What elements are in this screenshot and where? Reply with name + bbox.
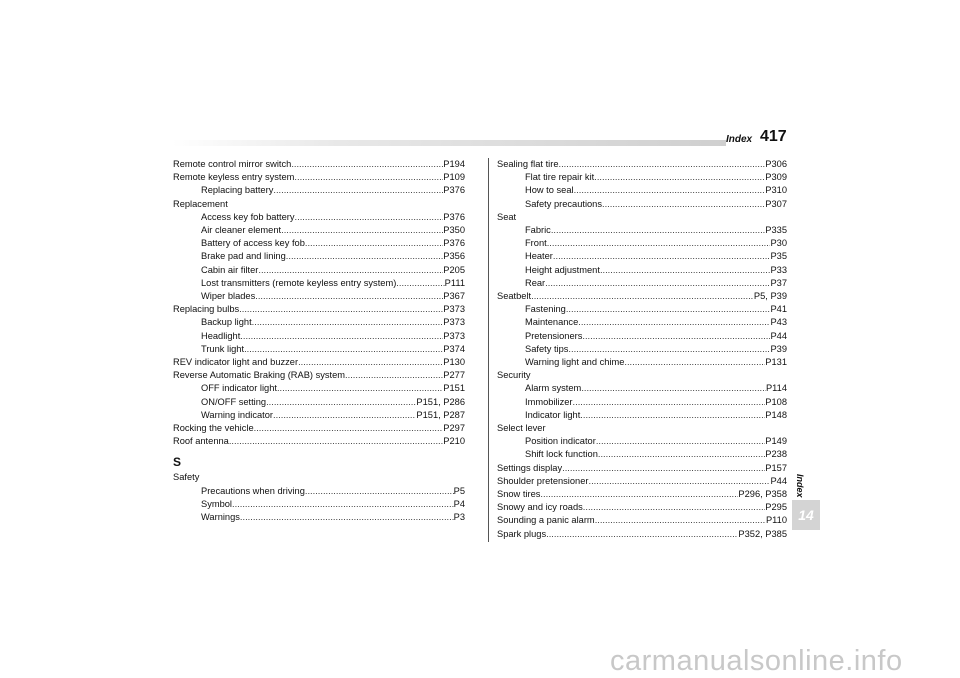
entry-term: Sealing flat tire [497, 159, 559, 169]
chapter-tab[interactable] [792, 500, 820, 530]
index-entry[interactable] [173, 435, 465, 448]
entry-page-ref[interactable]: P114 [765, 383, 787, 394]
entry-page-ref[interactable]: P376 [443, 185, 465, 196]
entry-term: Reverse Automatic Braking (RAB) system [173, 370, 346, 381]
entry-page-ref[interactable]: P108 [765, 396, 787, 407]
entry-term: How to seal [525, 185, 574, 196]
column-divider [488, 158, 489, 542]
index-subentry[interactable] [497, 330, 787, 343]
dot-leader [396, 277, 444, 290]
entry-page-ref[interactable]: P43 [770, 317, 787, 328]
entry-page-ref[interactable]: P30 [770, 238, 787, 249]
index-subentry[interactable] [497, 250, 787, 263]
dot-leader [596, 435, 765, 448]
index-subentry[interactable] [497, 198, 787, 211]
entry-page-ref[interactable]: P205 [443, 264, 465, 275]
index-subentry[interactable] [497, 396, 787, 409]
entry-term: Snowy and icy roads [497, 502, 583, 513]
entry-page-ref[interactable]: P149 [765, 436, 787, 447]
watermark: carmanualsonline.info [610, 645, 903, 677]
dot-leader [281, 224, 443, 237]
entry-term: OFF indicator light [201, 383, 277, 394]
entry-term: Front [525, 238, 547, 249]
index-entry[interactable] [497, 158, 787, 171]
entry-term: Remote keyless entry system [173, 172, 295, 183]
index-heading: Security [497, 370, 531, 381]
entry-page-ref[interactable]: P41 [770, 304, 787, 315]
index-subentry[interactable] [497, 224, 787, 237]
entry-term: Backup light [201, 317, 252, 328]
index-entry[interactable] [497, 290, 787, 303]
dot-leader [598, 448, 765, 461]
dot-leader [291, 158, 443, 171]
entry-term: Heater [525, 251, 553, 262]
dot-leader [595, 514, 766, 527]
index-entry[interactable] [497, 462, 787, 475]
dot-leader [295, 211, 444, 224]
index-subentry[interactable] [173, 224, 465, 237]
entry-page-ref[interactable]: P350 [443, 225, 465, 236]
entry-term: Position indicator [525, 436, 596, 447]
entry-page-ref[interactable]: P148 [765, 409, 787, 420]
entry-term: Sounding a panic alarm [497, 515, 595, 526]
index-subentry[interactable] [173, 485, 465, 498]
entry-term: Battery of access key fob [201, 238, 305, 249]
dot-leader [624, 356, 765, 369]
dot-leader [545, 277, 770, 290]
index-entry[interactable] [173, 422, 465, 435]
entry-term: REV indicator light and buzzer [173, 357, 299, 368]
side-section-label: Index [795, 474, 805, 498]
entry-term: Safety precautions [525, 198, 603, 209]
dot-leader [305, 237, 443, 250]
index-entry[interactable] [497, 528, 787, 541]
index-subentry[interactable] [497, 409, 787, 422]
dot-leader [229, 435, 443, 448]
page-number: 417 [760, 128, 787, 145]
entry-page-ref[interactable]: P335 [765, 225, 787, 236]
dot-leader [546, 528, 738, 541]
index-subentry[interactable] [173, 237, 465, 250]
index-subentry[interactable] [173, 290, 465, 303]
entry-term: Safety tips [525, 343, 569, 354]
index-subentry[interactable] [173, 264, 465, 277]
dot-leader [258, 264, 443, 277]
dot-leader [580, 409, 765, 422]
dot-leader [298, 356, 443, 369]
entry-page-ref[interactable]: P367 [443, 291, 465, 302]
dot-leader [255, 290, 443, 303]
entry-term: Maintenance [525, 317, 579, 328]
entry-term: Snow tires [497, 489, 541, 500]
entry-page-ref[interactable]: P151, P286 [416, 396, 465, 407]
entry-page-ref[interactable]: P44 [770, 330, 787, 341]
entry-page-ref[interactable]: P277 [443, 370, 465, 381]
entry-term: Shift lock function [525, 449, 598, 460]
dot-leader [574, 184, 766, 197]
dot-leader [266, 396, 416, 409]
entry-term: Warning indicator [201, 409, 273, 420]
entry-page-ref[interactable]: P373 [443, 330, 465, 341]
dot-leader [345, 369, 443, 382]
dot-leader [286, 250, 444, 263]
dot-leader [547, 237, 771, 250]
entry-page-ref[interactable]: P297 [443, 423, 465, 434]
entry-page-ref[interactable]: P110 [765, 515, 787, 526]
dot-leader [562, 462, 765, 475]
dot-leader [578, 316, 770, 329]
entry-term: Headlight [201, 330, 241, 341]
dot-leader [553, 250, 771, 263]
index-entry[interactable] [173, 303, 465, 316]
entry-term: Height adjustment [525, 264, 600, 275]
entry-page-ref[interactable]: P309 [765, 172, 787, 183]
entry-page-ref[interactable]: P373 [443, 304, 465, 315]
entry-page-ref[interactable]: P131 [765, 357, 787, 368]
entry-page-ref[interactable]: P39 [770, 343, 787, 354]
entry-term: Roof antenna [173, 436, 229, 447]
dot-leader [588, 475, 770, 488]
index-subentry[interactable] [173, 382, 465, 395]
entry-term: Warnings [201, 512, 240, 523]
entry-page-ref[interactable]: P4 [453, 498, 465, 509]
entry-page-ref[interactable]: P130 [443, 357, 465, 368]
dot-leader [581, 382, 766, 395]
index-entry[interactable] [173, 171, 465, 184]
index-entry[interactable] [497, 501, 787, 514]
index-subentry[interactable] [497, 448, 787, 461]
index-subentry[interactable] [173, 498, 465, 511]
entry-term: Precautions when driving [201, 485, 305, 496]
entry-term: Alarm system [525, 383, 582, 394]
index-entry[interactable] [497, 488, 787, 501]
dot-leader [540, 488, 738, 501]
index-subentry[interactable] [497, 184, 787, 197]
index-subentry[interactable] [173, 277, 465, 290]
entry-page-ref[interactable]: P157 [765, 462, 787, 473]
index-subentry[interactable] [497, 303, 787, 316]
entry-term: Brake pad and lining [201, 251, 286, 262]
dot-leader [582, 330, 770, 343]
dot-leader [594, 171, 765, 184]
index-entry[interactable] [497, 514, 787, 527]
entry-term: Cabin air filter [201, 264, 259, 275]
dot-leader [277, 382, 443, 395]
entry-page-ref[interactable]: P210 [443, 436, 465, 447]
entry-term: Wiper blades [201, 291, 256, 302]
dot-leader [254, 422, 444, 435]
entry-page-ref[interactable]: P3 [453, 512, 465, 523]
entry-term: Shoulder pretensioner [497, 475, 589, 486]
index-column-left [173, 158, 465, 524]
index-subentry[interactable] [497, 356, 787, 369]
entry-term: Rear [525, 277, 546, 288]
dot-leader [239, 303, 443, 316]
index-subentry[interactable] [173, 250, 465, 263]
entry-term: Spark plugs [497, 528, 547, 539]
index-subentry[interactable] [497, 237, 787, 250]
dot-leader [232, 498, 454, 511]
entry-term: Fabric [525, 225, 551, 236]
index-subentry[interactable] [173, 316, 465, 329]
entry-term: Remote control mirror switch [173, 159, 292, 169]
entry-page-ref[interactable]: P295 [765, 502, 787, 513]
chapter-tab-number: 14 [798, 507, 814, 523]
index-subentry[interactable] [497, 382, 787, 395]
dot-leader [244, 343, 443, 356]
index-entry[interactable] [173, 158, 465, 171]
entry-page-ref[interactable]: P151 [443, 383, 465, 394]
index-heading: Replacement [173, 198, 228, 209]
dot-leader [273, 184, 443, 197]
entry-term: Replacing bulbs [173, 304, 240, 315]
index-heading: Safety [173, 472, 200, 483]
entry-page-ref[interactable]: P5, P39 [753, 291, 787, 302]
dot-leader [240, 511, 454, 524]
dot-leader [559, 158, 766, 171]
index-subentry[interactable] [497, 277, 787, 290]
entry-term: Access key fob battery [201, 211, 295, 222]
index-subentry[interactable] [173, 330, 465, 343]
index-subentry[interactable] [173, 396, 465, 409]
dot-leader [294, 171, 443, 184]
dot-leader [600, 264, 771, 277]
entry-page-ref[interactable]: P352, P385 [738, 528, 787, 539]
entry-page-ref[interactable]: P44 [770, 475, 787, 486]
index-subentry[interactable] [497, 343, 787, 356]
entry-page-ref[interactable]: P307 [765, 198, 787, 209]
entry-page-ref[interactable]: P194 [443, 159, 465, 169]
index-subentry[interactable] [497, 171, 787, 184]
entry-page-ref[interactable]: P151, P287 [416, 409, 465, 420]
index-heading: Select lever [497, 423, 546, 434]
index-subentry[interactable] [173, 511, 465, 524]
dot-leader [240, 330, 443, 343]
entry-page-ref[interactable]: P306 [765, 159, 787, 169]
dot-leader [602, 198, 765, 211]
entry-term: Flat tire repair kit [525, 172, 595, 183]
entry-term: Air cleaner element [201, 225, 282, 236]
entry-term: Fastening [525, 304, 566, 315]
index-column-right [497, 158, 787, 541]
entry-term: Indicator light [525, 409, 581, 420]
entry-page-ref[interactable]: P35 [770, 251, 787, 262]
entry-page-ref[interactable]: P37 [770, 277, 787, 288]
dot-leader [531, 290, 754, 303]
entry-term: Settings display [497, 462, 563, 473]
entry-term: Replacing battery [201, 185, 274, 196]
entry-term: Symbol [201, 498, 233, 509]
entry-page-ref[interactable]: P356 [443, 251, 465, 262]
index-subentry[interactable] [173, 184, 465, 197]
entry-page-ref[interactable]: P374 [443, 343, 465, 354]
dot-leader [273, 409, 416, 422]
entry-term: Rocking the vehicle [173, 423, 254, 434]
dot-leader [566, 303, 771, 316]
index-heading: Seat [497, 211, 517, 222]
entry-page-ref[interactable]: P376 [443, 238, 465, 249]
index-entry[interactable] [173, 369, 465, 382]
dot-leader [305, 485, 454, 498]
index-subentry[interactable] [173, 409, 465, 422]
entry-page-ref[interactable]: P310 [765, 185, 787, 196]
entry-term: Pretensioners [525, 330, 583, 341]
entry-term: Immobilizer [525, 396, 573, 407]
index-subentry[interactable] [497, 316, 787, 329]
entry-page-ref[interactable]: P296, P358 [738, 489, 787, 500]
index-entry[interactable] [497, 475, 787, 488]
entry-term: Seatbelt [497, 291, 532, 302]
entry-term: Trunk light [201, 343, 245, 354]
header-rule [172, 140, 726, 146]
entry-page-ref[interactable]: P5 [453, 485, 465, 496]
entry-page-ref[interactable]: P238 [765, 449, 787, 460]
entry-page-ref[interactable]: P33 [770, 264, 787, 275]
index-subentry[interactable] [497, 435, 787, 448]
dot-leader [252, 316, 444, 329]
entry-page-ref[interactable]: P376 [443, 211, 465, 222]
dot-leader [573, 396, 766, 409]
entry-page-ref[interactable]: P111 [444, 277, 465, 288]
dot-leader [551, 224, 765, 237]
header-section-label: Index [726, 134, 753, 145]
entry-term: Warning light and chime [525, 357, 625, 368]
dot-leader [568, 343, 770, 356]
entry-term: Lost transmitters (remote keyless entry system) [201, 277, 397, 288]
entry-term: ON/OFF setting [201, 396, 267, 407]
entry-page-ref[interactable]: P109 [443, 172, 465, 183]
index-letter-heading: S [173, 455, 182, 470]
index-subentry[interactable] [497, 264, 787, 277]
index-subentry[interactable] [173, 211, 465, 224]
dot-leader [583, 501, 765, 514]
index-subentry[interactable] [173, 343, 465, 356]
entry-page-ref[interactable]: P373 [443, 317, 465, 328]
index-entry[interactable] [173, 356, 465, 369]
